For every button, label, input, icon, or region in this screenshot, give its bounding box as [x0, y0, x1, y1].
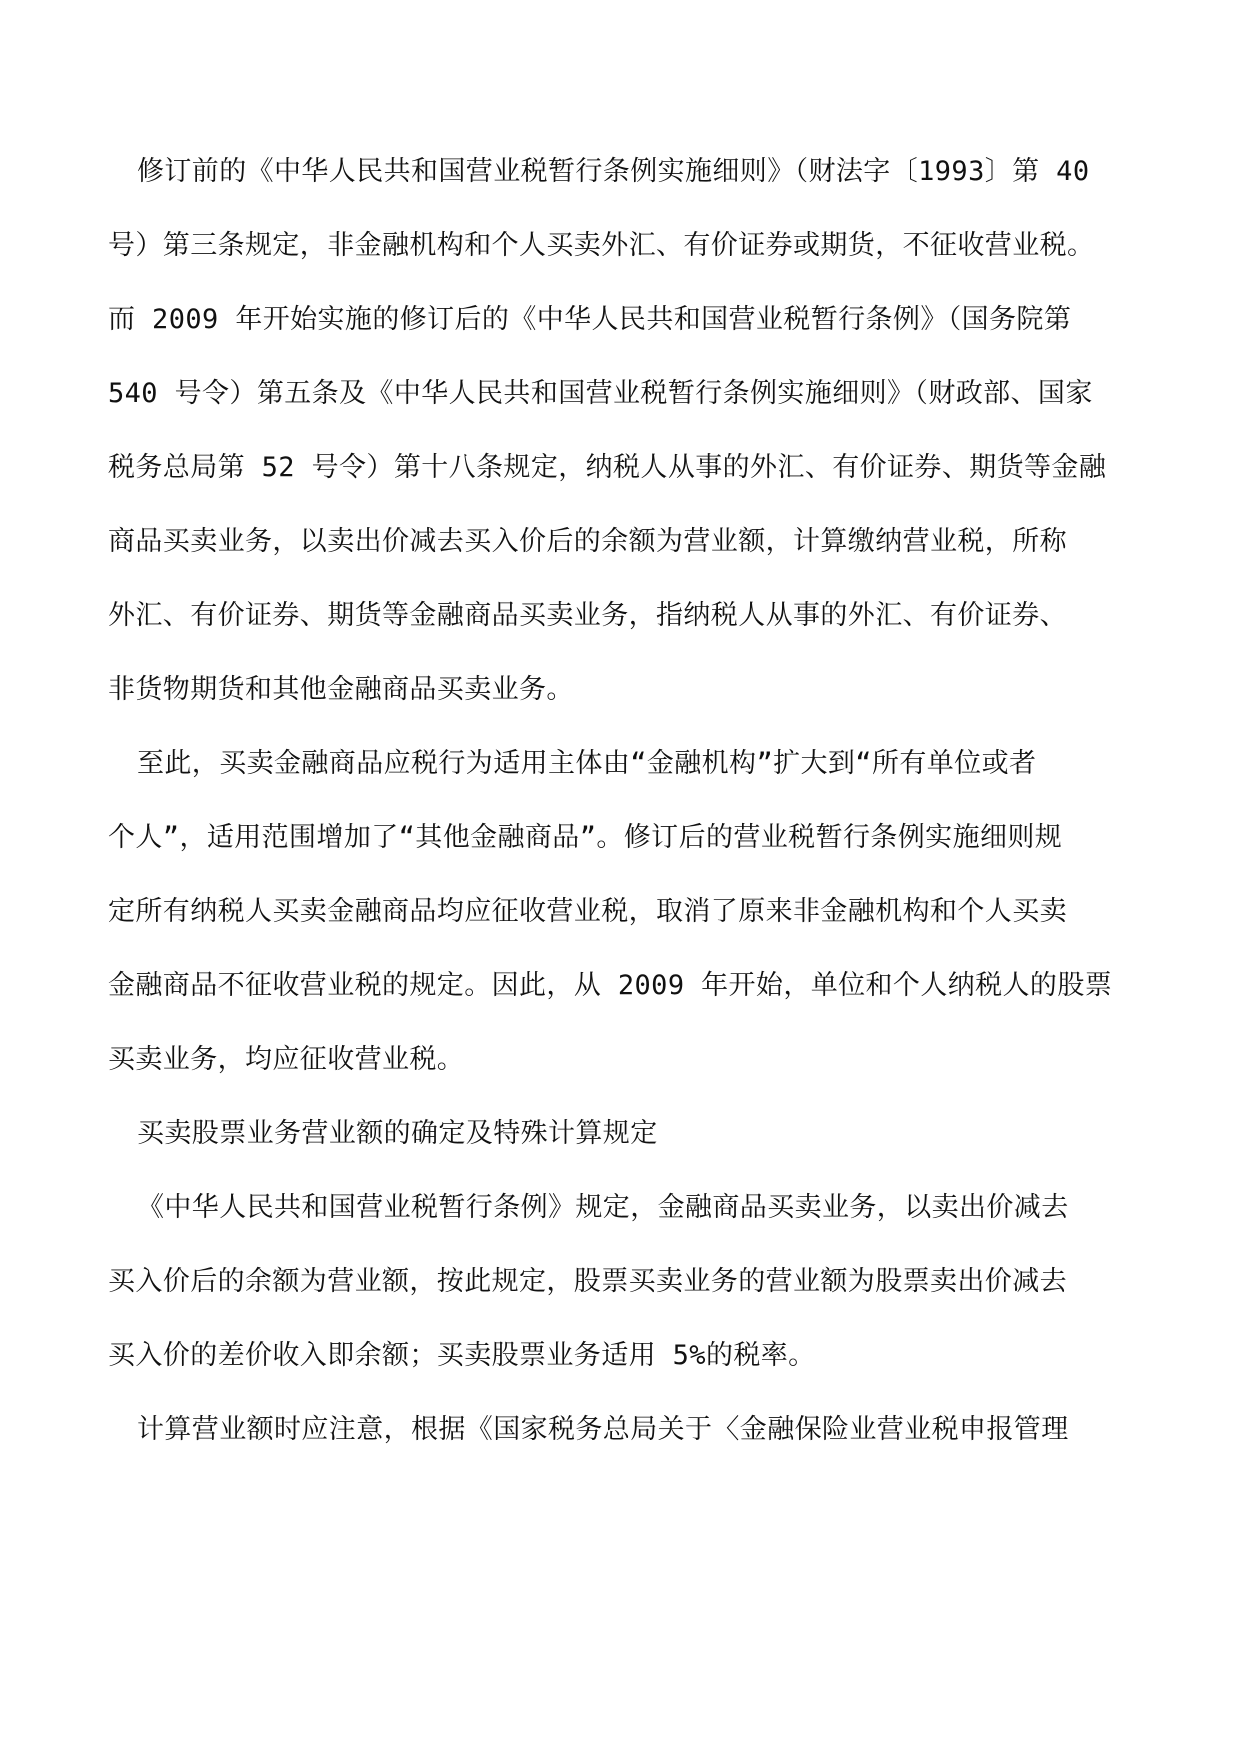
paragraph-1-line-4: 540 号令）第五条及《中华人民共和国营业税暂行条例实施细则》（财政部、国家: [108, 378, 1093, 409]
paragraph-1-line-1: 修订前的《中华人民共和国营业税暂行条例实施细则》（财法字〔1993〕第 40: [137, 156, 1090, 187]
paragraph-5-line-1: 计算营业额时应注意，根据《国家税务总局关于〈金融保险业营业税申报管理: [137, 1414, 1069, 1445]
paragraph-2-line-5: 买卖业务，均应征收营业税。: [108, 1044, 465, 1075]
paragraph-1-line-3: 而 2009 年开始实施的修订后的《中华人民共和国营业税暂行条例》（国务院第: [108, 304, 1072, 335]
paragraph-1-line-7: 外汇、有价证券、期货等金融商品买卖业务，指纳税人从事的外汇、有价证券、: [108, 600, 1067, 631]
paragraph-4-line-1: 《中华人民共和国营业税暂行条例》规定，金融商品买卖业务，以卖出价减去: [137, 1192, 1069, 1223]
paragraph-1-line-2: 号）第三条规定，非金融机构和个人买卖外汇、有价证券或期货，不征收营业税。: [108, 230, 1095, 261]
paragraph-2-line-3: 定所有纳税人买卖金融商品均应征收营业税，取消了原来非金融机构和个人买卖: [108, 896, 1067, 927]
section-heading: 买卖股票业务营业额的确定及特殊计算规定: [137, 1118, 658, 1149]
paragraph-2-line-2: 个人”，适用范围增加了“其他金融商品”。修订后的营业税暂行条例实施细则规: [108, 822, 1063, 853]
paragraph-1-line-5: 税务总局第 52 号令）第十八条规定，纳税人从事的外汇、有价证券、期货等金融: [108, 452, 1107, 483]
paragraph-4-line-2: 买入价后的余额为营业额，按此规定，股票买卖业务的营业额为股票卖出价减去: [108, 1266, 1067, 1297]
paragraph-2-line-4: 金融商品不征收营业税的规定。因此，从 2009 年开始，单位和个人纳税人的股票: [108, 970, 1113, 1001]
paragraph-1-line-8: 非货物期货和其他金融商品买卖业务。: [108, 674, 574, 705]
paragraph-1-line-6: 商品买卖业务，以卖出价减去买入价后的余额为营业额，计算缴纳营业税，所称: [108, 526, 1067, 557]
paragraph-2-line-1: 至此，买卖金融商品应税行为适用主体由“金融机构”扩大到“所有单位或者: [137, 748, 1037, 779]
paragraph-4-line-3: 买入价的差价收入即余额；买卖股票业务适用 5%的税率。: [108, 1340, 816, 1371]
